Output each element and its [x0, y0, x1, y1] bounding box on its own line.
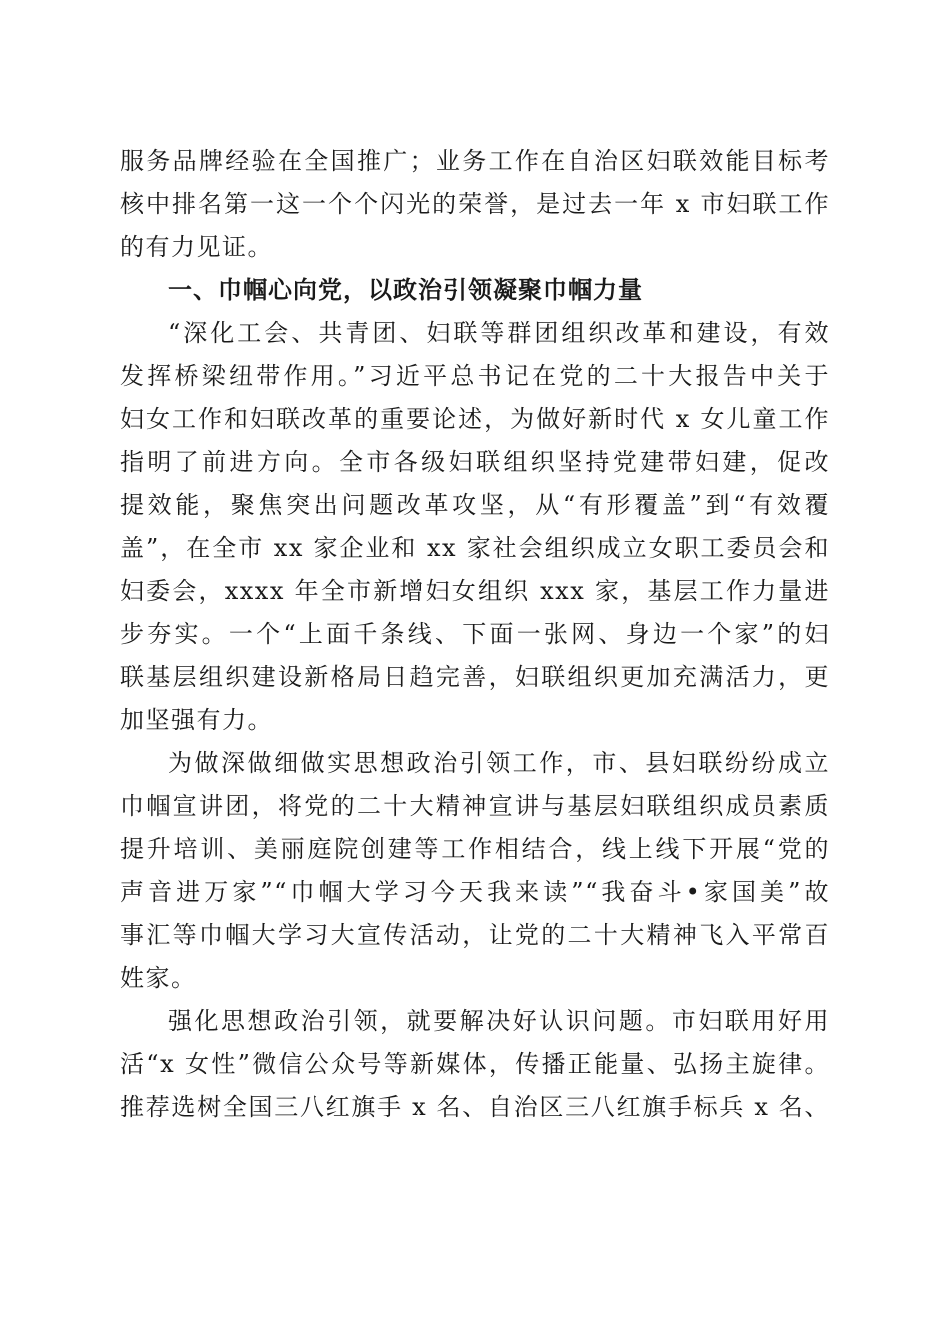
paragraph-guidance — [120, 1000, 830, 1129]
text-line: “深化工会、共青团、妇联等群团组织改革和建设，有效 — [168, 319, 830, 347]
paragraph-continuation — [120, 140, 830, 269]
text-line: 姓家。 — [120, 964, 197, 992]
text-line: 提效能，聚焦突出问题改革攻坚，从“有形覆盖”到“有效覆 — [120, 491, 830, 519]
text-line: 事汇等巾帼大学习大宣传活动，让党的二十大精神飞入平常百 — [120, 921, 830, 949]
text-line: 声音进万家”“巾帼大学习今天我来读”“我奋斗•家国美”故 — [120, 878, 830, 906]
paragraph-reform — [120, 312, 830, 742]
text-line: 巾帼宣讲团，将党的二十大精神宣讲与基层妇联组织成员素质 — [120, 792, 830, 820]
text-line: 联基层组织建设新格局日趋完善，妇联组织更加充满活力，更 — [120, 663, 830, 691]
text-line: 活“x 女性”微信公众号等新媒体，传播正能量、弘扬主旋律。 — [120, 1050, 830, 1078]
text-line: 提升培训、美丽庭院创建等工作相结合，线上线下开展“党的 — [120, 835, 830, 863]
text-line: 的有力见证。 — [120, 233, 273, 261]
text-line: 步夯实。一个“上面千条线、下面一张网、身边一个家”的妇 — [120, 620, 830, 648]
text-line: 盖”，在全市 xx 家企业和 xx 家社会组织成立女职工委员会和 — [120, 534, 830, 562]
section-heading: 一、巾帼心向党，以政治引领凝聚巾帼力量 — [168, 276, 643, 304]
text-line: 核中排名第一这一个个闪光的荣誉，是过去一年 x 市妇联工作 — [120, 190, 830, 218]
text-line: 加坚强有力。 — [120, 706, 273, 734]
text-line: 妇委会，xxxx 年全市新增妇女组织 xxx 家，基层工作力量进 — [120, 577, 830, 605]
text-line: 为做深做细做实思想政治引领工作，市、县妇联纷纷成立 — [168, 749, 830, 777]
text-line: 服务品牌经验在全国推广；业务工作在自治区妇联效能目标考 — [120, 147, 830, 175]
document-page — [120, 140, 830, 1129]
section-heading-wrapper — [120, 269, 830, 312]
text-line: 发挥桥梁纽带作用。”习近平总书记在党的二十大报告中关于 — [120, 362, 830, 390]
text-line: 强化思想政治引领，就要解决好认识问题。市妇联用好用 — [168, 1007, 830, 1035]
text-line: 推荐选树全国三八红旗手 x 名、自治区三八红旗手标兵 x 名、 — [120, 1093, 830, 1121]
text-line: 妇女工作和妇联改革的重要论述，为做好新时代 x 女儿童工作 — [120, 405, 830, 433]
text-line: 指明了前进方向。全市各级妇联组织坚持党建带妇建，促改 — [120, 448, 830, 476]
paragraph-propaganda — [120, 742, 830, 1000]
